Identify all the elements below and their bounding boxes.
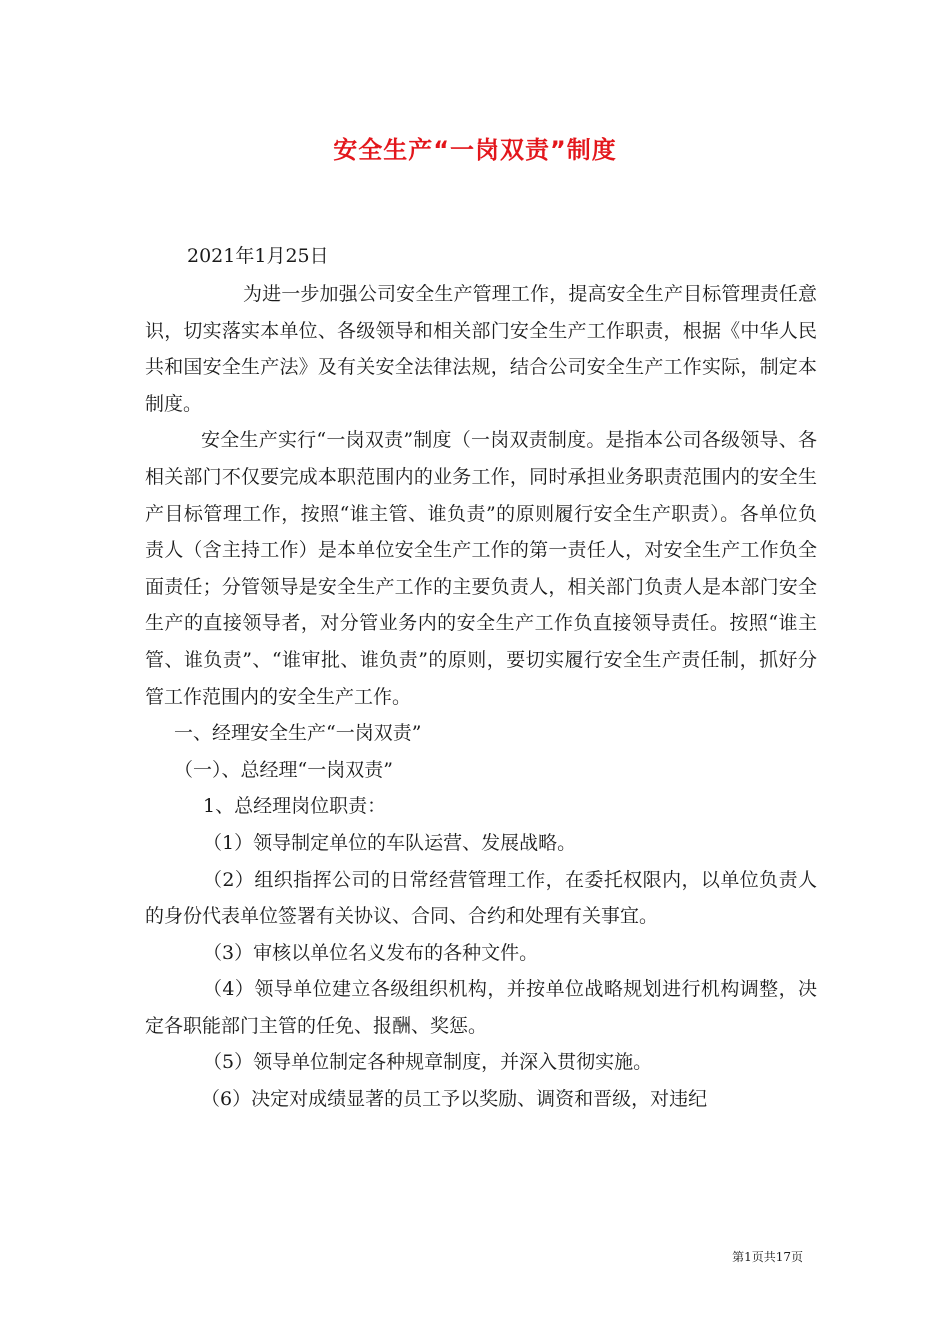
- duty-item: （2）组织指挥公司的日常经营管理工作，在委托权限内，以单位负责人的身份代表单位签署有关协议、合同、合约和处理有关事宜。: [145, 868, 817, 928]
- duty-item: （1）领导制定单位的车队运营、发展战略。: [203, 831, 577, 854]
- duty-item: （4）领导单位建立各级组织机构，并按单位战略规划进行机构调整，决定各职能部门主管的任免、报酬、奖惩。: [145, 978, 817, 1037]
- duty-item: （3）审核以单位名义发布的各种文件。: [203, 941, 539, 964]
- paragraph-purpose: 为进一步加强公司安全生产管理工作，提高安全生产目标管理责任意识，切实落实本单位、各级领导和相关部门安全生产工作职责，根据《中华人民共和国安全生产法》及有关安全法律法规，结合公司安全生产工作实际，制定本制度。: [145, 283, 817, 415]
- document-body: [145, 276, 817, 1118]
- document-date: 2021年1月25日: [187, 245, 329, 267]
- duty-item: （5）领导单位制定各种规章制度，并深入贯彻实施。: [203, 1051, 653, 1074]
- duty-item: （6）决定对成绩显著的员工予以奖励、调资和晋级，对违纪: [201, 1088, 708, 1111]
- paragraph-system-definition: 安全生产实行“一岗双责”制度（一岗双责制度。是指本公司各级领导、各相关部门不仅要完成本职范围内的业务工作，同时承担业务职责范围内的安全生产目标管理工作，按照“谁主管、谁负责”的原则履行安全生产职责）。各单位负责人（含主持工作）是本单位安全生产工作的第一责任人，对安全生产工作负全面责任；分管领导是安全生产工作的主要负责人，相关部门负责人是本部门安全生产的直接领导者，对分管业务内的安全生产工作负直接领导责任。按照“谁主管、谁负责”、“谁审批、谁负责”的原则，要切实履行安全生产责任制，抓好分管工作范围内的安全生产工作。: [145, 429, 817, 708]
- section-heading-manager: 一、经理安全生产“一岗双责”: [174, 722, 422, 745]
- page-number: 第1页共17页: [732, 1250, 803, 1264]
- subsection-heading-general-manager: （一）、总经理“一岗双责”: [174, 758, 393, 781]
- document-title: 安全生产“一岗双责”制度: [333, 136, 617, 164]
- item-heading-duties: 1、总经理岗位职责：: [203, 795, 387, 818]
